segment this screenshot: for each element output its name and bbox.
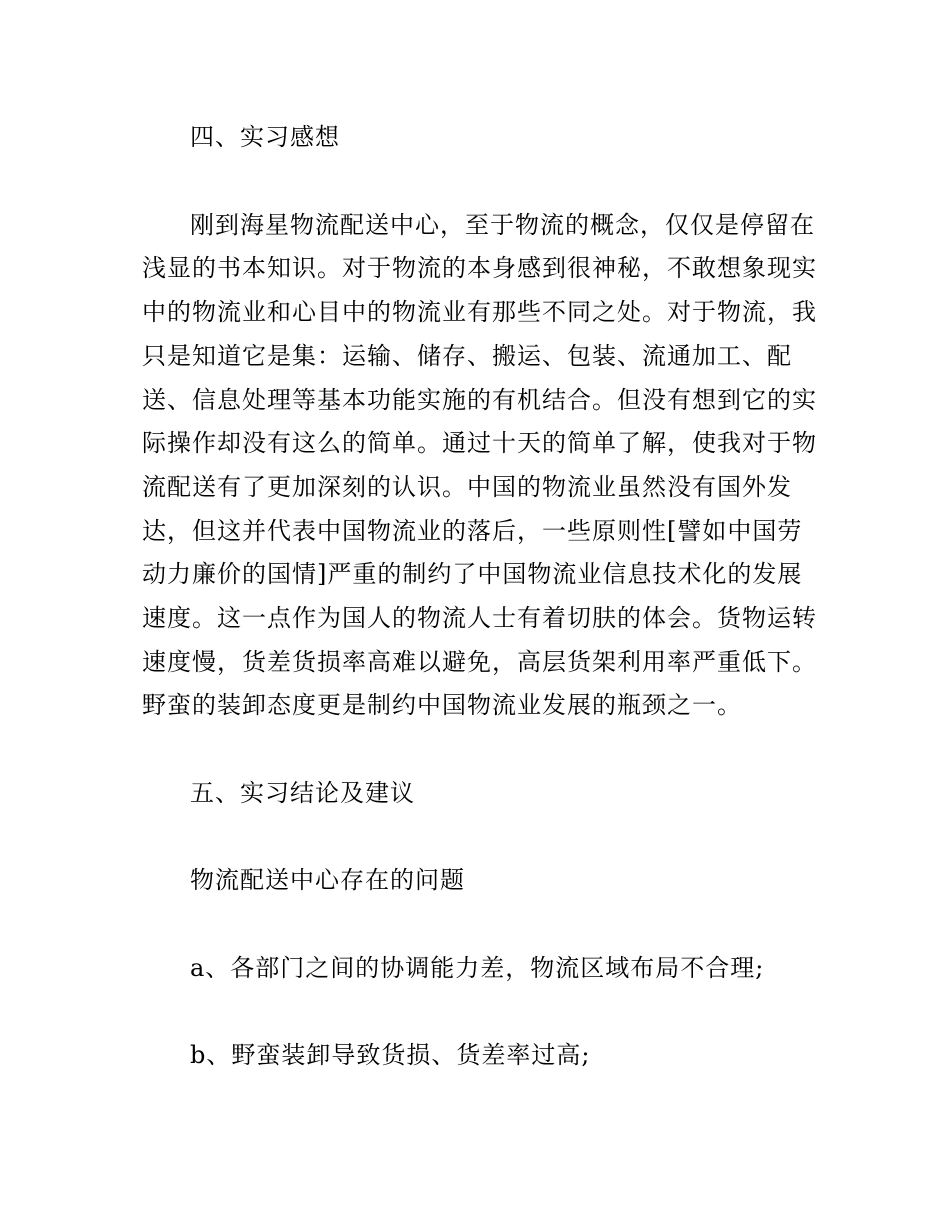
paragraph-line: 速度。这一点作为国人的物流人士有着切肤的体会。货物运转 <box>142 604 817 632</box>
paragraph-line: 动力廉价的国情]严重的制约了中国物流业信息技术化的发展 <box>142 560 803 588</box>
list-item: a、各部门之间的协调能力差，物流区域布局不合理; <box>190 954 765 982</box>
list-item: b、野蛮装卸导致货损、货差率过高; <box>190 1041 591 1069</box>
paragraph-line: 达，但这并代表中国物流业的落后，一些原则性[譬如中国劳 <box>142 517 803 545</box>
paragraph-line: 际操作却没有这么的简单。通过十天的简单了解，使我对于物 <box>142 429 817 457</box>
paragraph-line: 送、信息处理等基本功能实施的有机结合。但没有想到它的实 <box>142 386 817 414</box>
paragraph-line: 速度慢，货差货损率高难以避免，高层货架利用率严重低下。 <box>142 648 817 676</box>
section-4-heading: 四、实习感想 <box>190 123 340 151</box>
paragraph-line: 野蛮的装卸态度更是制约中国物流业发展的瓶颈之一。 <box>142 691 742 719</box>
section-5-heading: 五、实习结论及建议 <box>190 779 415 807</box>
paragraph-line: 只是知道它是集：运输、储存、搬运、包装、流通加工、配 <box>142 342 792 370</box>
paragraph-line: 刚到海星物流配送中心，至于物流的概念，仅仅是停留在 <box>190 211 815 239</box>
paragraph-line: 浅显的书本知识。对于物流的本身感到很神秘，不敢想象现实 <box>142 254 817 282</box>
paragraph-line: 流配送有了更加深刻的认识。中国的物流业虽然没有国外发 <box>142 473 792 501</box>
section-5-subheading: 物流配送中心存在的问题 <box>190 866 465 894</box>
paragraph-line: 中的物流业和心目中的物流业有那些不同之处。对于物流，我 <box>142 298 817 326</box>
